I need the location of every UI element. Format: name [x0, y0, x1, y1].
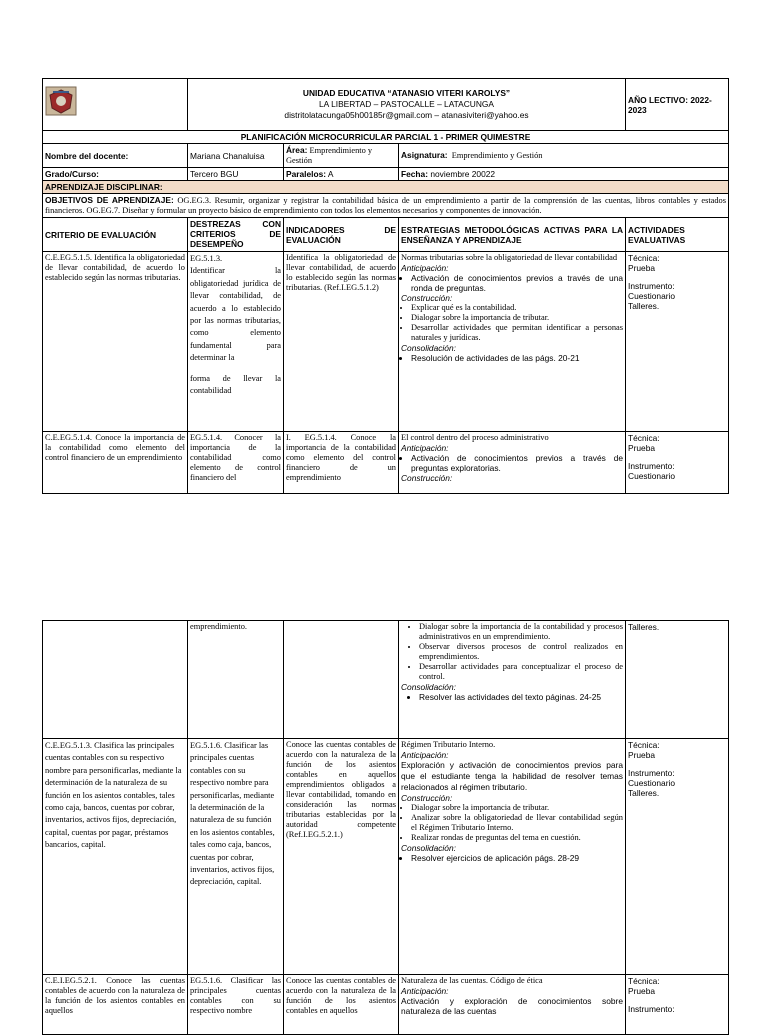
- row3-act-tec-v: Prueba: [628, 750, 656, 760]
- row2-criterio: C.E.EG.5.1.4. Conoce la importancia de la contabilidad como elemento del control financiero de un emprendimiento: [43, 432, 188, 494]
- school-name: UNIDAD EDUCATIVA “ATANASIO VITERI KAROLYS”: [302, 88, 511, 98]
- planning-table-page-1: [42, 78, 729, 494]
- plan-title: PLANIFICACIÓN MICROCURRICULAR PARCIAL 1 - PRIMER QUIMESTRE: [43, 131, 729, 144]
- docente-label: Nombre del docente:: [43, 144, 188, 168]
- grado-value: Tercero BGU: [188, 168, 284, 181]
- list-item: • Desarrollar actividades que permitan identificar a personas naturales y jurídicas.: [411, 323, 623, 343]
- list-item: • Resolución de actividades de las págs. 20-21: [411, 353, 623, 363]
- school-emails: distritolatacunga05h00185r@gmail.com – atanasiviteri@yahoo.es: [284, 110, 529, 120]
- list-item: • Desarrollar actividades para conceptualizar el proceso de control.: [419, 662, 623, 682]
- row2-est-ant: Anticipación:: [401, 443, 449, 453]
- row3-est-con: Construcción:: [401, 793, 453, 803]
- list-item: • Observar diversos procesos de control realizados en emprendimientos.: [419, 642, 623, 662]
- row4-act-tec-v: Prueba: [628, 986, 656, 996]
- row3-act-tec: Técnica:: [628, 740, 660, 750]
- fecha-label: Fecha:: [401, 169, 428, 179]
- table-row: [43, 739, 729, 975]
- row1-act-ins-v1: Cuestionario: [628, 291, 676, 301]
- row2-indicador: I. EG.5.1.4. Conoce la importancia de la contabilidad como elemento del control financiero de un emprendimiento: [284, 432, 399, 494]
- list-item: • Explicar qué es la contabilidad.: [411, 303, 623, 313]
- logo-cell: [43, 79, 188, 131]
- row1-est-cons: Consolidación:: [401, 343, 456, 353]
- row1-est-title: Normas tributarias sobre la obligatoriedad de llevar contabilidad: [401, 253, 618, 262]
- col-actividades: ACTIVIDADES EVALUATIVAS: [626, 218, 729, 252]
- list-item: • Resolver ejercicios de aplicación págs. 28-29: [411, 853, 623, 863]
- docente-value: Mariana Chanaluisa: [188, 144, 284, 168]
- cont-cons: Consolidación:: [401, 682, 456, 692]
- area-label: Área:: [286, 145, 308, 155]
- row3-criterio: C.E.EG.5.1.3. Clasifica las principales cuentas contables con su respectivo nombre para personificarlas, mediante la determinación de la naturaleza de su función en los asientos contables, tales como caja, bancos, cuentas por cobrar, inventarios, activos fijos, depreciación, capital, cuentas por pagar, préstamos bancarios, capital.: [43, 739, 188, 975]
- table-row: [43, 432, 729, 494]
- row3-destreza: EG.5.1.6. Clasificar las principales cuentas contables con su respectivo nombre para personificarlas, mediante la determinación de la naturaleza de su función en los asientos contables, tales como caja, bancos, cuentas por cobrar, inventarios, activos fijos, depreciación, capital.: [188, 739, 284, 975]
- asignatura-label: Asignatura:: [401, 150, 448, 160]
- cont-act: Talleres.: [626, 621, 729, 739]
- list-item: • Dialogar sobre la importancia de la contabilidad y procesos administrativos en un emprendimiento.: [419, 622, 623, 642]
- row4-act-ins: Instrumento:: [628, 1004, 675, 1014]
- row1-destreza-text: Identificar la obligatoriedad jurídica de llevar contabilidad, de acuerdo a lo establecido por las normas tributarias, como elemento fundamental para determinar la: [190, 266, 281, 363]
- asignatura-value: Emprendimiento y Gestión: [451, 151, 543, 160]
- school-year: AÑO LECTIVO: 2022-2023: [626, 79, 729, 131]
- row1-act-ins-v2: Talleres.: [628, 301, 660, 311]
- row1-est-ant: Anticipación:: [401, 263, 449, 273]
- objetivos-text: OG.EG.3. Resumir, organizar y registrar la contabilidad básica de un emprendimiento a partir de la comprensión de las cuentas, libros contables y estados financieros. OG.EG.7. Diseñar y formular un proyecto básico de emprendimiento con todos los elementos necesarios y componentes de innovación.: [45, 196, 727, 215]
- table-row: [43, 975, 729, 1035]
- aprendizaje-heading: APRENDIZAJE DISCIPLINAR:: [43, 181, 729, 194]
- row2-act-ins: Instrumento:: [628, 461, 675, 471]
- area-value: Emprendimiento y Gestión: [286, 146, 373, 165]
- planning-table-page-2: [42, 620, 729, 1035]
- row2-act-ins-v1: Cuestionario: [628, 471, 676, 481]
- school-location: LA LIBERTAD – PASTOCALLE – LATACUNGA: [319, 99, 495, 109]
- row4-indicador: Conoce las cuentas contables de acuerdo con la naturaleza de la función de los asientos contables en aquellos: [284, 975, 399, 1035]
- list-item: • Dialogar sobre la importancia de tributar.: [411, 313, 623, 323]
- row1-destreza-code: EG.5.1.3.: [190, 254, 223, 263]
- row2-act-tec-v: Prueba: [628, 443, 656, 453]
- col-criterio: CRITERIO DE EVALUACIÓN: [43, 218, 188, 252]
- school-crest-logo: [45, 86, 77, 116]
- row3-est-ant: Anticipación:: [401, 750, 449, 760]
- row4-est-title: Naturaleza de las cuentas. Código de ética: [401, 976, 543, 985]
- fecha-value: noviembre 20022: [430, 169, 496, 179]
- list-item: • Realizar rondas de preguntas del tema en cuestión.: [411, 833, 623, 843]
- objetivos-label: OBJETIVOS DE APRENDIZAJE:: [45, 195, 174, 205]
- row3-est-title: Régimen Tributario Interno.: [401, 740, 496, 749]
- row1-act-tec-v: Prueba: [628, 263, 656, 273]
- row1-est-con: Construcción:: [401, 293, 453, 303]
- list-item: • Activación de conocimientos previos a través de una ronda de preguntas.: [411, 273, 623, 293]
- row1-act-ins: Instrumento:: [628, 281, 675, 291]
- list-item: • Resolver las actividades del texto páginas. 24-25: [419, 692, 623, 702]
- row1-destreza-text2: forma de llevar la contabilidad: [190, 373, 281, 396]
- row3-indicador: Conoce las cuentas contables de acuerdo con la naturaleza de la función de los asientos contables en aquellos emprendimientos obligados a llevar contabilidad, tomando en consideración las normas tributarias establecidas por la autoridad competente (Ref.I.EG.5.2.1.): [284, 739, 399, 975]
- row1-act-tec: Técnica:: [628, 253, 660, 263]
- row4-est-ant-text: Activación y exploración de conocimientos sobre naturaleza de las cuentas: [401, 996, 623, 1016]
- list-item: • Analizar sobre la obligatoriedad de llevar contabilidad según el Régimen Tributario Interno.: [411, 813, 623, 833]
- col-destrezas: DESTREZAS CON CRITERIOS DE DESEMPEÑO: [188, 218, 284, 252]
- row4-criterio: C.E.I.EG.5.2.1. Conoce las cuentas contables de acuerdo con la naturaleza de la función de los asientos contables en aquellos: [43, 975, 188, 1035]
- table-row: [43, 252, 729, 432]
- list-item: • Activación de conocimientos previos a través de preguntas exploratorias.: [411, 453, 623, 473]
- row3-act-ins: Instrumento:: [628, 768, 675, 778]
- row3-est-ant-text: Exploración y activación de conocimientos previos para que el estudiante tenga la habilidad de resolver temas relacionados al régimen tributario.: [401, 760, 623, 792]
- col-indicadores: INDICADORES DE EVALUACIÓN: [284, 218, 399, 252]
- row2-est-title: El control dentro del proceso administrativo: [401, 433, 549, 442]
- row3-act-ins-v2: Talleres.: [628, 788, 660, 798]
- grado-label: Grado/Curso:: [43, 168, 188, 181]
- row4-est-ant: Anticipación:: [401, 986, 449, 996]
- paralelos-label: Paralelos:: [286, 169, 327, 179]
- row2-act-tec: Técnica:: [628, 433, 660, 443]
- paralelos-value: A: [327, 169, 334, 179]
- row2-destreza: EG.5.1.4. Conocer la importancia de la contabilidad como elemento de control financiero del: [188, 432, 284, 494]
- row1-criterio: C.E.EG.5.1.5. Identifica la obligatoriedad de llevar contabilidad, de acuerdo lo establecido según las normas tributarias.: [43, 252, 188, 432]
- list-item: • Dialogar sobre la importancia de tributar.: [411, 803, 623, 813]
- table-row: [43, 621, 729, 739]
- row3-est-cons: Consolidación:: [401, 843, 456, 853]
- row3-act-ins-v1: Cuestionario: [628, 778, 676, 788]
- row4-act-tec: Técnica:: [628, 976, 660, 986]
- col-estrategias: ESTRATEGIAS METODOLÓGICAS ACTIVAS PARA LA ENSEÑANZA Y APRENDIZAJE: [399, 218, 626, 252]
- row2-est-con: Construcción:: [401, 473, 453, 483]
- row4-destreza: EG.5.1.6. Clasificar las principales cuentas contables con su respectivo nombre: [188, 975, 284, 1035]
- row1-indicador: Identifica la obligatoriedad de llevar contabilidad, de acuerdo lo establecido según las normas tributarias. (Ref.I.EG.5.1.2): [284, 252, 399, 432]
- cont-destreza: emprendimiento.: [188, 621, 284, 739]
